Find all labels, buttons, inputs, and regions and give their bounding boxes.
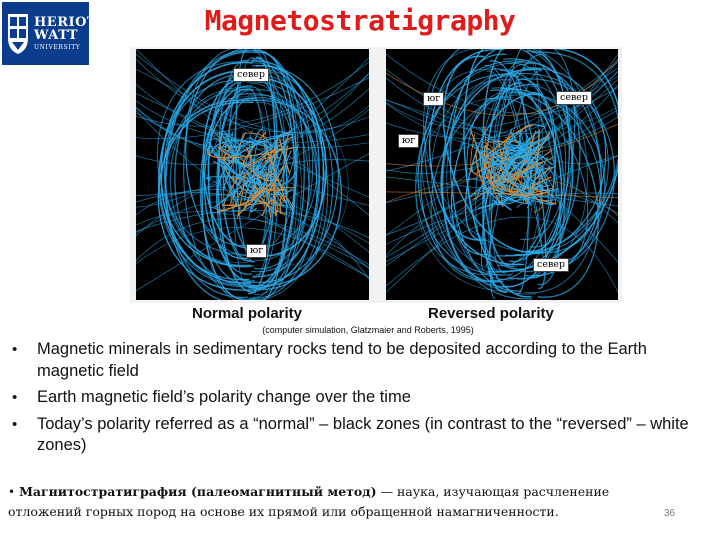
normal-south-label: юг: [246, 244, 267, 258]
definition-term: Магнитостратиграфия (палеомагнитный метод): [19, 484, 377, 499]
definition-text: — наука, изучающая расчленение отложений горных пород на основе их прямой или обращенной намагниченности.: [8, 484, 610, 519]
reversed-field-lines: [386, 49, 618, 300]
logo-line-2: WATT: [34, 28, 79, 43]
logo-line-1: HERIOT: [34, 15, 98, 30]
bullet-text: Earth magnetic field’s polarity change over the time: [37, 388, 411, 406]
normal-polarity-image: [136, 49, 369, 300]
bullet-dot: •: [12, 341, 18, 358]
bullet-text: Today’s polarity referred as a “normal” – black zones (in contrast to the “reversed” – white zones): [37, 414, 689, 454]
bullet-item: [12, 414, 712, 457]
normal-field-lines: [136, 49, 369, 300]
reversed-north-label-1: север: [556, 91, 592, 105]
logo-line-3: UNIVERSITY: [34, 44, 81, 51]
bullet-text: Magnetic minerals in sedimentary rocks tend to be deposited according to the Earth magnetic field: [37, 340, 647, 380]
reversed-north-label-2: север: [533, 258, 569, 272]
figure-credit: (computer simulation, Glatzmaier and Roberts, 1995): [262, 325, 474, 335]
normal-north-label: север: [233, 68, 269, 82]
reversed-south-label-2: юг: [398, 134, 419, 148]
bullet-list: [12, 339, 712, 462]
page-number: 36: [664, 508, 676, 519]
bullet-dot: •: [12, 389, 18, 406]
normal-polarity-caption: Normal polarity: [192, 305, 303, 322]
reversed-south-label-1: юг: [423, 92, 444, 106]
reversed-polarity-caption: Reversed polarity: [428, 305, 554, 322]
slide-title: Magnetostratigraphy: [204, 4, 516, 37]
bullet-dot: •: [12, 415, 18, 433]
russian-definition: [8, 482, 668, 521]
reversed-polarity-image: [386, 49, 618, 300]
definition-bullet: •: [8, 485, 16, 499]
bullet-item: [12, 387, 712, 409]
bullet-item: [12, 339, 712, 382]
